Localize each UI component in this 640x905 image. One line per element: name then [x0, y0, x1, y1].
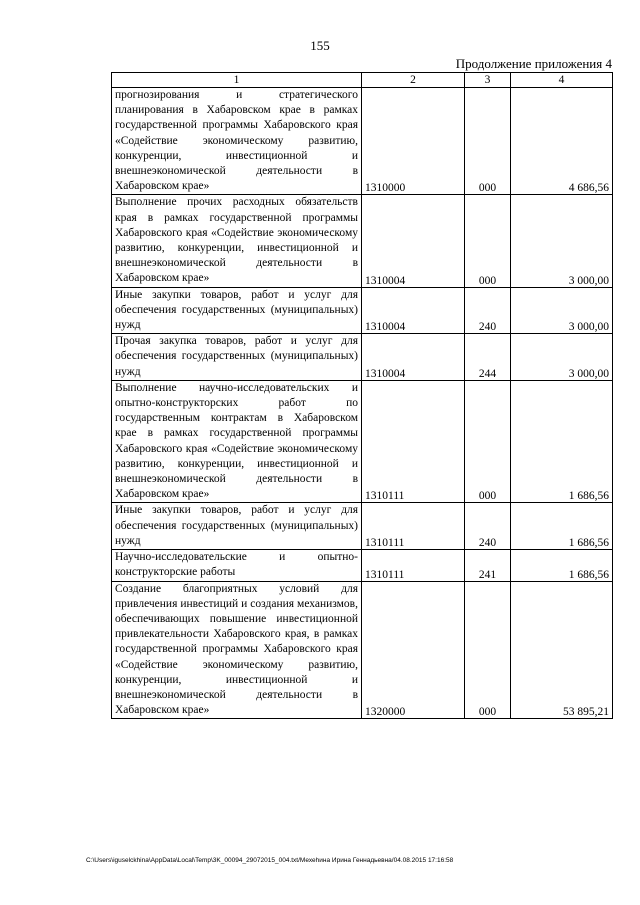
table-header-row: [112, 73, 613, 88]
budget-table: [111, 72, 613, 719]
row-name: Выполнение прочих расходных обязательств края в рамках государственной программы Хабаровского края «Содействие экономическому развитию, конкуренции, инвестиционной и внешнеэкономической деятельности в Хабаровском крае»: [112, 195, 362, 287]
table-row: [112, 550, 613, 581]
row-type: 244: [465, 334, 511, 381]
row-amount: 3 000,00: [511, 334, 613, 381]
row-type: 240: [465, 503, 511, 550]
column-header: 2: [362, 73, 465, 88]
row-name: Иные закупки товаров, работ и услуг для обеспечения государственных (муниципальных) нужд: [112, 287, 362, 334]
table-row: [112, 287, 613, 334]
row-name: прогнозирования и стратегического планирования в Хабаровском крае в рамках государственной программы Хабаровского края «Содействие экономическому развитию, конкуренции, инвестиционной и внешнеэкономической деятельности в Хабаровском крае»: [112, 88, 362, 195]
row-name: Выполнение научно-исследовательских и опытно-конструкторских работ по государственным контрактам в Хабаровском крае в рамках государственной программы Хабаровского края «Содействие экономическому развитию, конкуренции, инвестиционной и внешнеэкономической деятельности в Хабаровском крае»: [112, 380, 362, 503]
table-row: [112, 581, 613, 719]
row-amount: 3 000,00: [511, 195, 613, 287]
row-type: 000: [465, 88, 511, 195]
row-code: 1310111: [362, 380, 465, 503]
column-header: 4: [511, 73, 613, 88]
row-name: Иные закупки товаров, работ и услуг для обеспечения государственных (муниципальных) нужд: [112, 503, 362, 550]
table-row: [112, 195, 613, 287]
row-code: 1310004: [362, 287, 465, 334]
row-code: 1310111: [362, 550, 465, 581]
row-code: 1310111: [362, 503, 465, 550]
row-amount: 3 000,00: [511, 287, 613, 334]
row-code: 1310000: [362, 88, 465, 195]
row-type: 000: [465, 581, 511, 719]
row-amount: 1 686,56: [511, 380, 613, 503]
row-type: 000: [465, 195, 511, 287]
row-name: Создание благоприятных условий для привлечения инвестиций и создания механизмов, обеспечивающих повышение инвестиционной привлекательности Хабаровского края, в рамках государственной программы Хабаровского края «Содействие экономическому развитию, конкуренции, инвестиционной и внешнеэкономической деятельности в Хабаровском крае»: [112, 581, 362, 719]
column-header: 3: [465, 73, 511, 88]
continuation-note: Продолжение приложения 4: [455, 56, 612, 71]
page-number: 155: [310, 38, 330, 53]
row-code: 1310004: [362, 195, 465, 287]
row-type: 000: [465, 380, 511, 503]
row-code: 1320000: [362, 581, 465, 719]
row-amount: 1 686,56: [511, 550, 613, 581]
table-row: [112, 380, 613, 503]
row-type: 240: [465, 287, 511, 334]
table-row: [112, 88, 613, 195]
row-name: Научно-исследовательские и опытно-конструкторские работы: [112, 550, 362, 581]
row-type: 241: [465, 550, 511, 581]
table-row: [112, 334, 613, 381]
row-code: 1310004: [362, 334, 465, 381]
row-amount: 1 686,56: [511, 503, 613, 550]
column-header: 1: [112, 73, 362, 88]
row-name: Прочая закупка товаров, работ и услуг для обеспечения государственных (муниципальных) нужд: [112, 334, 362, 381]
file-path-footer: C:\Users\iguselckhina\AppData\Local\Temp\3K_00094_29072015_004.txt/Мехеhина Ирина Геннадьевна/04.08.2015 17:16:58: [86, 857, 454, 864]
row-amount: 4 686,56: [511, 88, 613, 195]
table-row: [112, 503, 613, 550]
row-amount: 53 895,21: [511, 581, 613, 719]
